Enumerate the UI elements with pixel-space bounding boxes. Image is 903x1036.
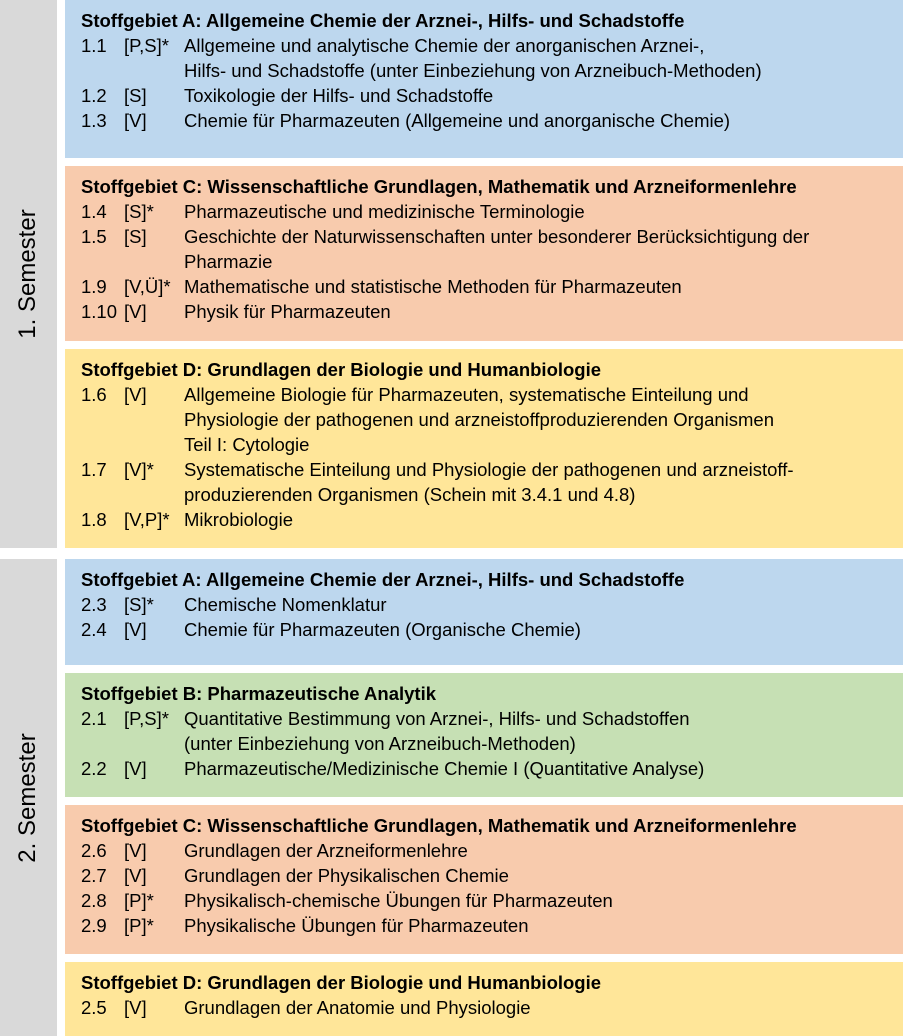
- course-row: [81, 274, 903, 299]
- course-title: Toxikologie der Hilfs- und Schadstoffe: [184, 85, 494, 106]
- stoffgebiet-d-block: [65, 349, 903, 548]
- course-title: Grundlagen der Physikalischen Chemie: [184, 865, 509, 886]
- block-title: Stoffgebiet C: Wissenschaftliche Grundlagen, Mathematik und Arzneiformenlehre: [81, 815, 797, 836]
- course-number: 1.9: [81, 276, 107, 297]
- course-number: 1.5: [81, 226, 107, 247]
- course-title: Mathematische und statistische Methoden für Pharmazeuten: [184, 276, 682, 297]
- course-type: [S]*: [124, 201, 154, 222]
- stoffgebiet-b-block: [65, 673, 903, 797]
- course-number: 2.1: [81, 708, 107, 729]
- block-title: Stoffgebiet D: Grundlagen der Biologie und Humanbiologie: [81, 359, 602, 380]
- semester-label: 2. Semester: [14, 732, 41, 863]
- course-type: [P,S]*: [124, 708, 169, 729]
- course-number: 2.9: [81, 915, 107, 936]
- course-row: [81, 863, 903, 888]
- course-number: 2.7: [81, 865, 107, 886]
- course-title: Physikalisch-chemische Übungen für Pharmazeuten: [184, 890, 613, 911]
- course-row: [81, 706, 903, 756]
- course-type: [V,P]*: [124, 509, 170, 530]
- course-number: 1.6: [81, 384, 107, 405]
- course-title: Pharmazeutische/Medizinische Chemie I (Quantitative Analyse): [184, 758, 705, 779]
- course-number: 2.2: [81, 758, 107, 779]
- stoffgebiet-a-block: [65, 0, 903, 158]
- course-row: [81, 592, 903, 617]
- course-number: 1.1: [81, 35, 107, 56]
- course-row: [81, 756, 903, 781]
- stoffgebiet-c-block: [65, 166, 903, 341]
- course-title: Grundlagen der Anatomie und Physiologie: [184, 997, 531, 1018]
- course-title: Chemie für Pharmazeuten (Allgemeine und anorganische Chemie): [184, 110, 731, 131]
- course-type: [V]: [124, 840, 147, 861]
- stoffgebiet-d-block: [65, 962, 903, 1036]
- course-number: 2.8: [81, 890, 107, 911]
- course-type: [P]*: [124, 915, 154, 936]
- course-row: [81, 224, 903, 274]
- course-row: [81, 888, 903, 913]
- stoffgebiet-a-block: [65, 559, 903, 665]
- semester-label: 1. Semester: [14, 209, 41, 339]
- course-number: 2.3: [81, 594, 107, 615]
- course-row: [81, 299, 903, 324]
- course-type: [P]*: [124, 890, 154, 911]
- course-type: [V]: [124, 301, 147, 322]
- course-type: [V]: [124, 997, 147, 1018]
- course-row: [81, 108, 903, 133]
- block-title: Stoffgebiet B: Pharmazeutische Analytik: [81, 683, 436, 704]
- course-row: [81, 33, 903, 83]
- course-row: [81, 507, 903, 532]
- stoffgebiet-c-block: [65, 805, 903, 954]
- course-number: 2.4: [81, 619, 107, 640]
- course-type: [P,S]*: [124, 35, 169, 56]
- course-number: 1.2: [81, 85, 107, 106]
- course-title: Physik für Pharmazeuten: [184, 301, 391, 322]
- course-number: 2.6: [81, 840, 107, 861]
- course-row: [81, 382, 903, 457]
- course-type: [V,Ü]*: [124, 276, 171, 297]
- course-row: [81, 617, 903, 642]
- course-title: Chemische Nomenklatur: [184, 594, 387, 615]
- course-type: [V]: [124, 865, 147, 886]
- block-title: Stoffgebiet A: Allgemeine Chemie der Arznei-, Hilfs- und Schadstoffe: [81, 569, 685, 590]
- course-title: Chemie für Pharmazeuten (Organische Chemie): [184, 619, 581, 640]
- course-number: 1.4: [81, 201, 107, 222]
- course-number: 1.7: [81, 459, 107, 480]
- semester-bar: [0, 0, 57, 548]
- course-title: Mikrobiologie: [184, 509, 293, 530]
- course-number: 1.8: [81, 509, 107, 530]
- block-title: Stoffgebiet A: Allgemeine Chemie der Arznei-, Hilfs- und Schadstoffe: [81, 10, 685, 31]
- course-type: [V]*: [124, 459, 154, 480]
- course-row: [81, 995, 903, 1020]
- course-title: Pharmazeutische und medizinische Terminologie: [184, 201, 585, 222]
- course-type: [S]: [124, 85, 147, 106]
- course-row: [81, 83, 903, 108]
- course-title: Physikalische Übungen für Pharmazeuten: [184, 915, 529, 936]
- block-title: Stoffgebiet D: Grundlagen der Biologie und Humanbiologie: [81, 972, 602, 993]
- course-title: Geschichte der Naturwissenschaften unter besonderer Berücksichtigung der Pharmazie: [184, 226, 810, 272]
- course-type: [V]: [124, 110, 147, 131]
- course-title: Allgemeine und analytische Chemie der anorganischen Arznei-, Hilfs- und Schadstoffe (unter Einbeziehung von Arzneibuch-Methoden): [184, 35, 762, 81]
- semester-bar: [0, 559, 57, 1036]
- course-number: 1.10: [81, 301, 118, 322]
- course-row: [81, 457, 903, 507]
- course-title: Grundlagen der Arzneiformenlehre: [184, 840, 468, 861]
- block-title: Stoffgebiet C: Wissenschaftliche Grundlagen, Mathematik und Arzneiformenlehre: [81, 176, 797, 197]
- course-title: Allgemeine Biologie für Pharmazeuten, systematische Einteilung und Physiologie der pathogenen und arzneistoffproduzierenden Organismen Teil I: Cytologie: [184, 384, 775, 455]
- course-type: [S]: [124, 226, 147, 247]
- course-row: [81, 838, 903, 863]
- course-type: [V]: [124, 384, 147, 405]
- course-type: [V]: [124, 619, 147, 640]
- course-type: [V]: [124, 758, 147, 779]
- course-type: [S]*: [124, 594, 154, 615]
- course-title: Quantitative Bestimmung von Arznei-, Hilfs- und Schadstoffen (unter Einbeziehung von Arzneibuch-Methoden): [184, 708, 690, 754]
- course-number: 1.3: [81, 110, 107, 131]
- semester-2: [0, 559, 903, 1036]
- course-title: Systematische Einteilung und Physiologie der pathogenen und arzneistoff- produzierenden Organismen (Schein mit 3.4.1 und 4.8): [184, 459, 794, 505]
- course-row: [81, 199, 903, 224]
- course-row: [81, 913, 903, 938]
- course-number: 2.5: [81, 997, 107, 1018]
